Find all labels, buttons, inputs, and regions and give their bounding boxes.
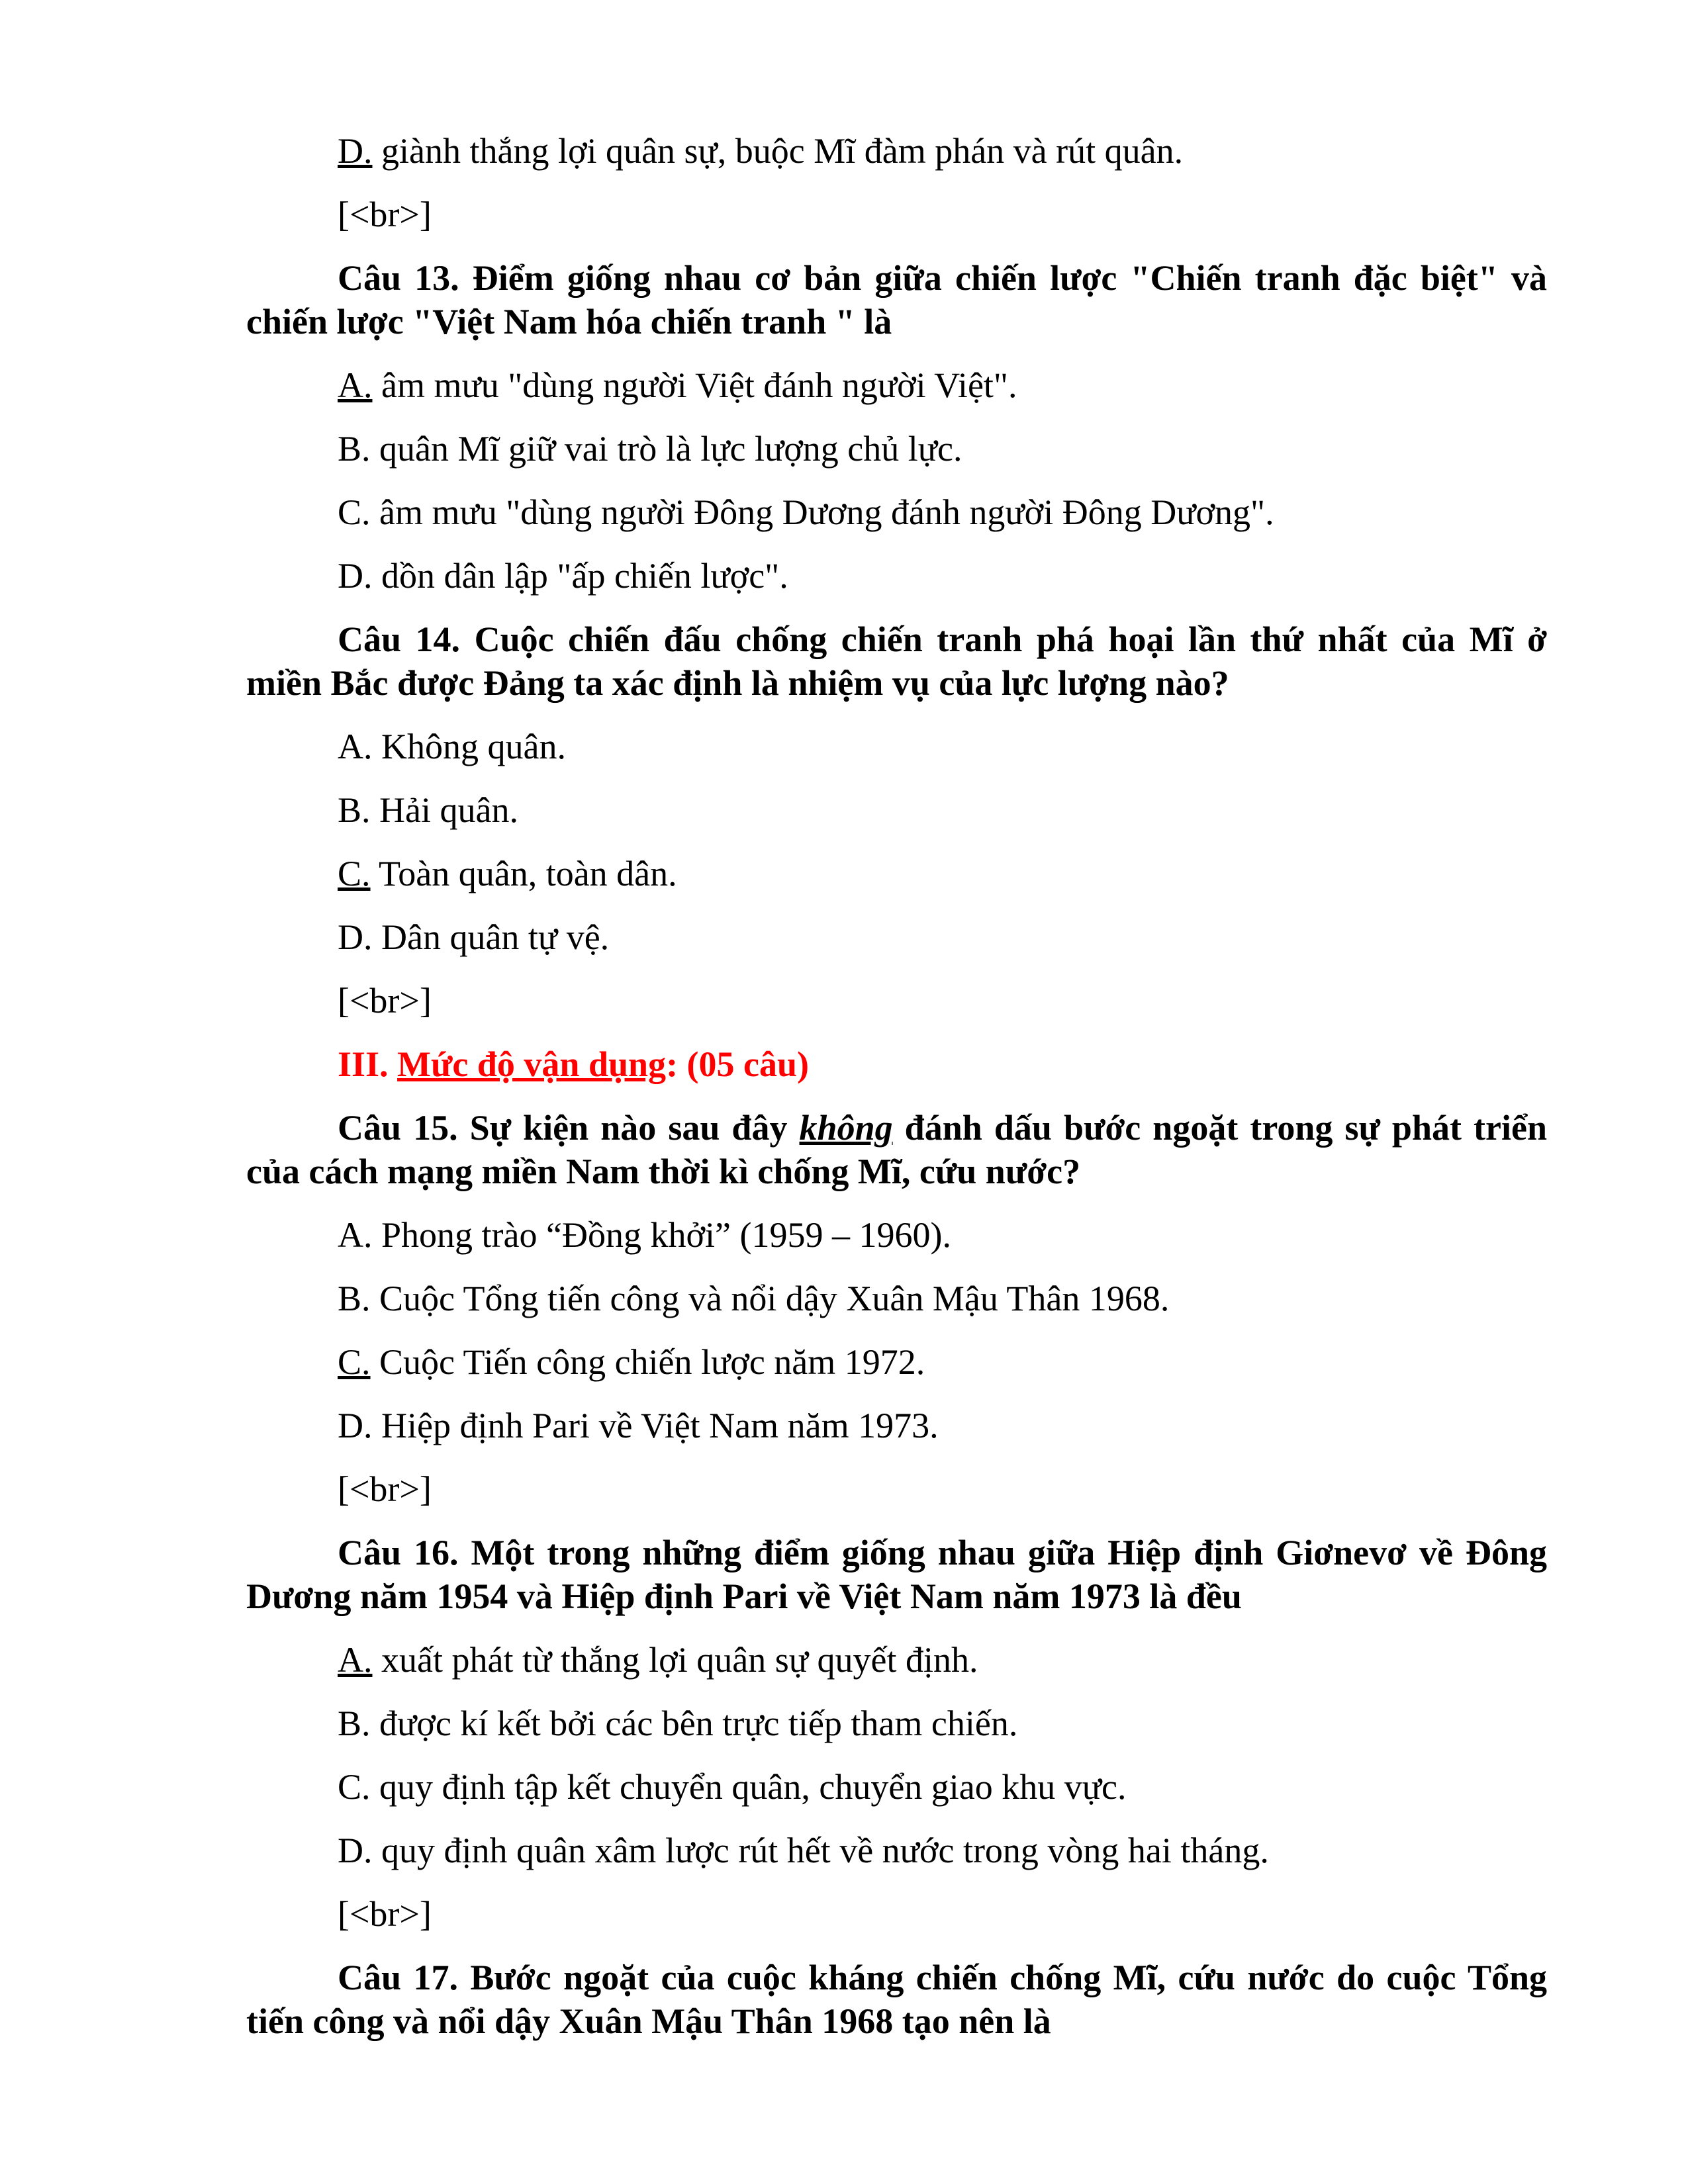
text-run: C. âm mưu "dùng người Đông Dương đánh người Đông Dương".	[338, 492, 1274, 532]
text-run: Toàn quân, toàn dân.	[370, 854, 677, 893]
answer-option-a-q13	[246, 363, 1547, 407]
text-run: không	[799, 1108, 893, 1148]
section-iii-heading	[246, 1042, 1547, 1086]
text-run: Câu 17. Bước ngoặt của cuộc kháng chiến chống Mĩ, cứu nước do cuộc Tổng tiến công và nổi dậy Xuân Mậu Thân 1968 tạo nên là	[246, 1958, 1547, 2041]
text-run: C.	[338, 1342, 371, 1382]
text-run: B. Hải quân.	[338, 790, 518, 830]
text-run: âm mưu "dùng người Việt đánh người Việt".	[372, 365, 1017, 405]
text-run: giành thắng lợi quân sự, buộc Mĩ đàm phán và rút quân.	[372, 131, 1184, 171]
question-17-heading	[246, 1956, 1547, 2043]
question-13-heading	[246, 256, 1547, 343]
text-run: B. quân Mĩ giữ vai trò là lực lượng chủ lực.	[338, 429, 962, 469]
answer-option-b-q16	[246, 1702, 1547, 1745]
text-run: [<br>]	[338, 195, 432, 234]
text-run: B. Cuộc Tổng tiến công và nổi dậy Xuân Mậu Thân 1968.	[338, 1279, 1170, 1318]
text-run: D. quy định quân xâm lược rút hết về nước trong vòng hai tháng.	[338, 1831, 1269, 1870]
line-break-marker	[246, 1467, 1547, 1511]
text-run: A.	[338, 1640, 373, 1680]
text-run: Cuộc Tiến công chiến lược năm 1972.	[370, 1342, 925, 1382]
answer-option-a-q16	[246, 1638, 1547, 1682]
answer-option-d-q15	[246, 1404, 1547, 1447]
answer-option-d-q14	[246, 915, 1547, 959]
text-run: [<br>]	[338, 1469, 432, 1509]
question-14-heading	[246, 617, 1547, 705]
line-break-marker	[246, 1892, 1547, 1936]
answer-option-b-q14	[246, 788, 1547, 832]
text-run: D. Hiệp định Pari về Việt Nam năm 1973.	[338, 1406, 939, 1445]
text-run: III.	[338, 1044, 398, 1084]
question-15-heading	[246, 1106, 1547, 1193]
text-run: D. dồn dân lập "ấp chiến lược".	[338, 556, 788, 596]
answer-option-a-q14	[246, 725, 1547, 768]
text-run: Câu 13. Điểm giống nhau cơ bản giữa chiến lược "Chiến tranh đặc biệt" và chiến lược "Việt Nam hóa chiến tranh " là	[246, 258, 1547, 341]
answer-option-d-q12	[246, 129, 1547, 173]
answer-option-c-q14	[246, 852, 1547, 895]
answer-option-b-q13	[246, 427, 1547, 471]
answer-option-c-q15	[246, 1340, 1547, 1384]
text-run: [<br>]	[338, 1894, 432, 1934]
text-run: D.	[338, 131, 373, 171]
line-break-marker	[246, 193, 1547, 236]
text-run: đánh dấu bước ngoặt trong sự phát triển của cách mạng miền Nam thời kì chống Mĩ, cứu nước?	[246, 1108, 1547, 1191]
line-break-marker	[246, 979, 1547, 1023]
answer-option-a-q15	[246, 1213, 1547, 1257]
text-run: B. được kí kết bởi các bên trực tiếp tham chiến.	[338, 1704, 1018, 1743]
answer-option-c-q16	[246, 1765, 1547, 1809]
text-run: Câu 15. Sự kiện nào sau đây	[338, 1108, 800, 1148]
question-16-heading	[246, 1531, 1547, 1618]
text-run: xuất phát từ thắng lợi quân sự quyết định.	[372, 1640, 978, 1680]
text-run: Câu 14. Cuộc chiến đấu chống chiến tranh phá hoại lần thứ nhất của Mĩ ở miền Bắc được Đảng ta xác định là nhiệm vụ của lực lượng nào?	[246, 619, 1547, 703]
text-run: Mức độ vận dụng	[397, 1044, 667, 1084]
document-content	[246, 129, 1547, 2043]
text-run: : (05 câu)	[666, 1044, 810, 1084]
text-run: [<br>]	[338, 981, 432, 1021]
answer-option-d-q13	[246, 554, 1547, 598]
text-run: A. Không quân.	[338, 727, 566, 766]
text-run: C. quy định tập kết chuyển quân, chuyển giao khu vực.	[338, 1767, 1127, 1807]
text-run: A.	[338, 365, 373, 405]
answer-option-b-q15	[246, 1277, 1547, 1320]
answer-option-d-q16	[246, 1829, 1547, 1872]
text-run: C.	[338, 854, 371, 893]
text-run: A. Phong trào “Đồng khởi” (1959 – 1960).	[338, 1215, 951, 1255]
text-run: D. Dân quân tự vệ.	[338, 917, 610, 957]
answer-option-c-q13	[246, 490, 1547, 534]
text-run: Câu 16. Một trong những điểm giống nhau giữa Hiệp định Giơnevơ về Đông Dương năm 1954 và Hiệp định Pari về Việt Nam năm 1973 là đều	[246, 1533, 1547, 1616]
